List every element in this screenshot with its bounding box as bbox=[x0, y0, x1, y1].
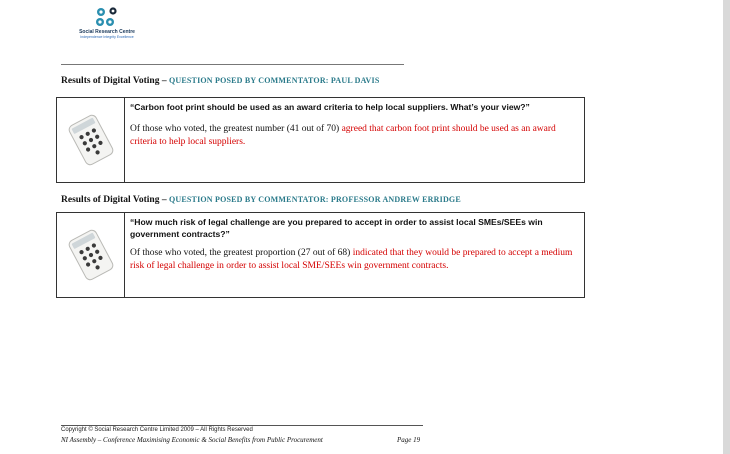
logo-name: Social Research Centre bbox=[79, 29, 135, 35]
logo bbox=[72, 6, 142, 40]
logo-tagline: Independence Integrity Excellence bbox=[80, 35, 134, 39]
result-highlight: agreed that carbon foot print should be used as an award criteria to help local suppliers. bbox=[130, 124, 556, 147]
section-title bbox=[61, 76, 379, 86]
footer-copyright: Copyright © Social Research Centre Limited 2009 – All Rights Reserved bbox=[61, 427, 253, 433]
section-title-dash: – bbox=[159, 76, 169, 86]
section-title-lead: Results of Digital Voting bbox=[61, 195, 160, 205]
section-title-dash: – bbox=[159, 195, 169, 205]
result-statement bbox=[130, 123, 580, 149]
section-question-label: QUESTION POSED BY COMMENTATOR: PAUL DAVIS bbox=[168, 76, 380, 85]
voting-keypad-icon bbox=[62, 227, 120, 283]
voting-keypad-icon bbox=[62, 112, 120, 168]
footer-document-title: NI Assembly – Conference Maximising Economic & Social Benefits from Public Procurement bbox=[61, 436, 323, 444]
result-plain: Of those who voted, the greatest proportion (27 out of 68) bbox=[130, 248, 353, 258]
question-quote: “Carbon foot print should be used as an award criteria to help local suppliers. What’s your view?” bbox=[130, 102, 530, 112]
section-title bbox=[61, 195, 461, 205]
question-quote: “How much risk of legal challenge are you prepared to accept in order to assist local SMEs/SEEs win government contracts?” bbox=[130, 217, 543, 239]
result-statement bbox=[130, 247, 580, 273]
result-text-cell bbox=[125, 98, 584, 182]
result-highlight: indicated that they would be prepared to accept a medium risk of legal challenge in order to assist local SME/SEEs win government contracts. bbox=[130, 248, 573, 271]
keypad-cell bbox=[57, 98, 125, 182]
result-box bbox=[56, 97, 585, 183]
page-edge-shadow bbox=[723, 0, 730, 454]
keypad-cell bbox=[57, 213, 125, 297]
footer-divider bbox=[61, 425, 423, 426]
logo-mark bbox=[92, 6, 122, 28]
page-number: Page 19 bbox=[397, 436, 421, 444]
section-title-lead: Results of Digital Voting bbox=[61, 76, 160, 86]
result-plain: Of those who voted, the greatest number (41 out of 70) bbox=[130, 124, 342, 134]
section-question-label: QUESTION POSED BY COMMENTATOR: PROFESSOR ANDREW ERRIDGE bbox=[168, 195, 461, 204]
result-text-cell bbox=[125, 213, 584, 297]
footer-line bbox=[61, 436, 421, 444]
header-divider bbox=[61, 64, 404, 65]
result-box bbox=[56, 212, 585, 298]
